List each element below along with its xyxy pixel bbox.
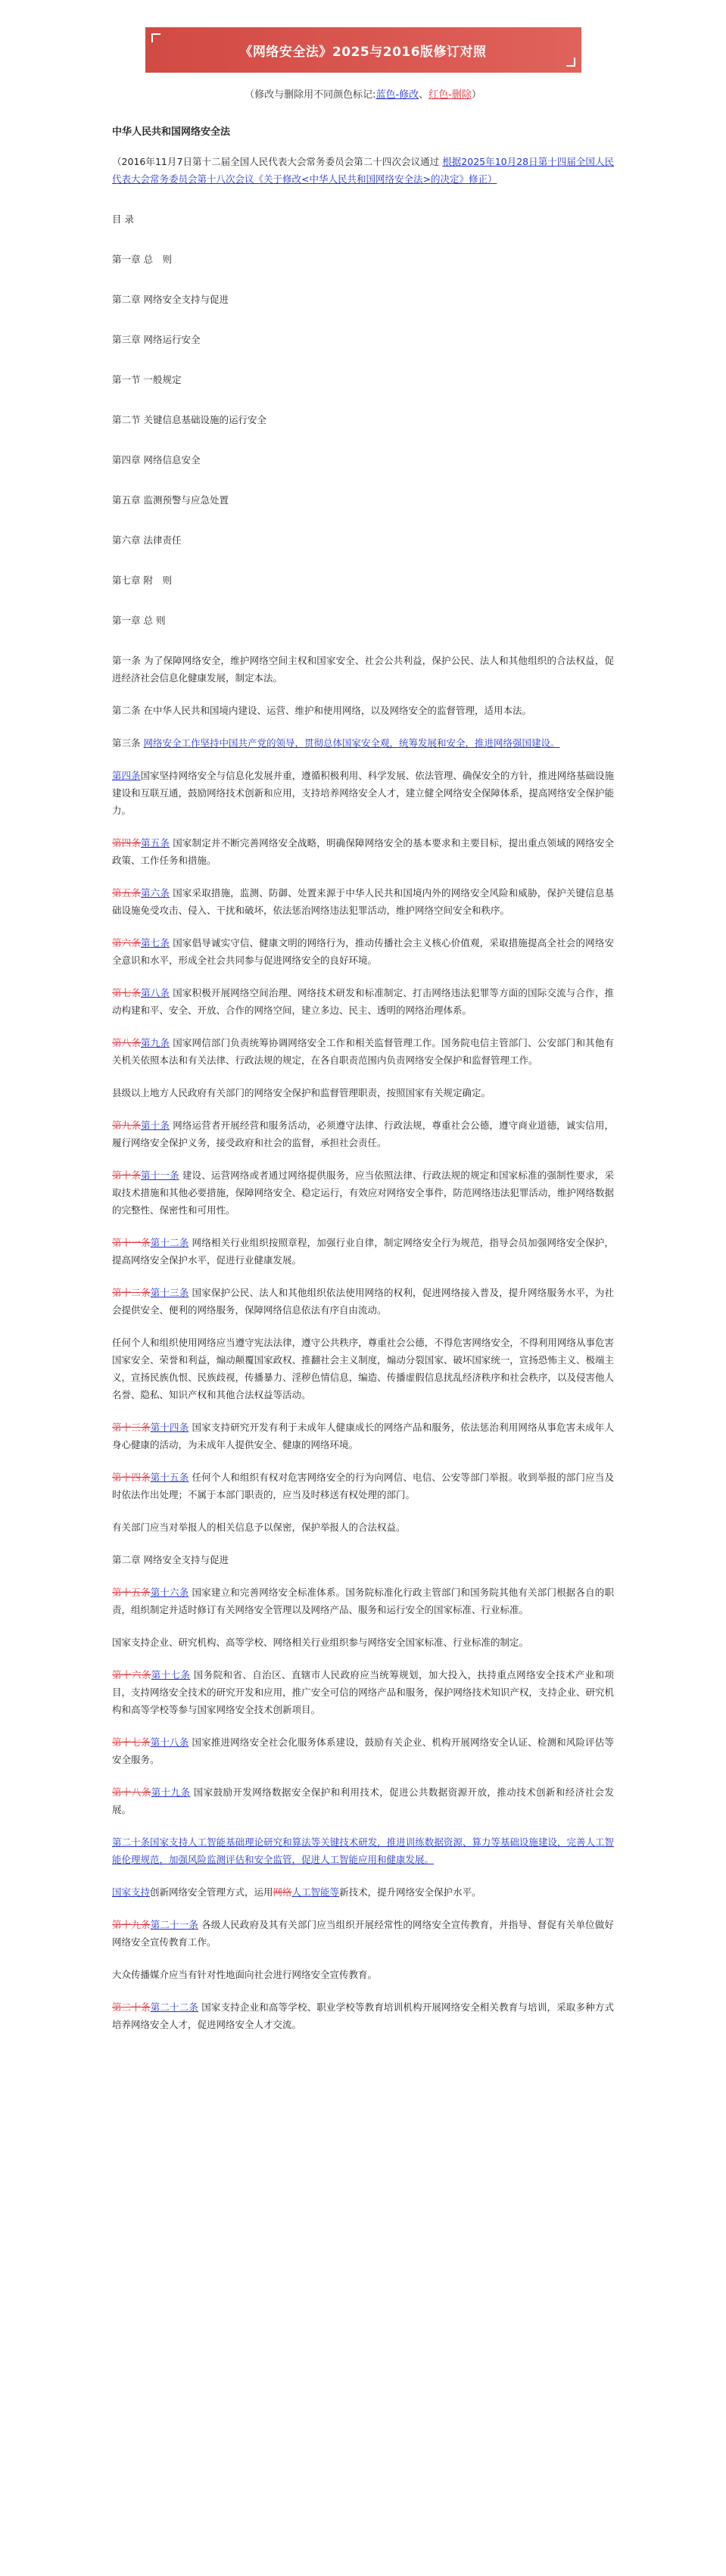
legend-suffix: ）	[471, 89, 481, 101]
article-20	[112, 1833, 614, 1868]
new-number: 第十条	[141, 1120, 170, 1131]
deleted-number: 第十五条	[112, 1587, 151, 1598]
article-text: 建设、运营网络或者通过网络提供服务，应当依照法律、行政法规的规定和国家标准的强制性要求，采取技术措施和其他必要措施，保障网络安全、稳定运行，有效应对网络安全事件，防范网络违法犯罪活动，维护网络数据的完整性、保密性和可用性。	[112, 1170, 614, 1216]
deleted-number: 第十二条	[112, 1287, 151, 1298]
toc-item: 第一章 总 则	[112, 254, 172, 265]
article-16	[112, 1584, 614, 1618]
intro-plain: （2016年11月7日第十二届全国人民代表大会常务委员会第二十四次会议通过	[112, 156, 440, 167]
article-9	[112, 1034, 614, 1069]
article-text: 网络相关行业组织按照章程，加强行业自律，制定网络安全行为规范，指导会员加强网络安全保护，提高网络安全保护水平，促进行业健康发展。	[112, 1237, 614, 1266]
article-text: 各级人民政府及其有关部门应当组织开展经常性的网络安全宣传教育，并指导、督促有关单位做好网络安全宣传教育工作。	[112, 1919, 614, 1948]
article-1: 第一条 为了保障网络安全，维护网络空间主权和国家安全、社会公共利益，保护公民、法人和其他组织的合法权益，促进经济社会信息化健康发展，制定本法。	[112, 655, 614, 684]
article-19	[112, 1783, 614, 1818]
deleted-number: 第十八条	[112, 1786, 151, 1798]
article-number: 第三条	[112, 737, 144, 749]
deleted-number: 第十九条	[112, 1919, 151, 1930]
new-number: 第九条	[141, 1037, 170, 1048]
deleted-number: 第十四条	[112, 1472, 151, 1483]
article-3	[112, 734, 614, 752]
modified-text: 人工智能等	[291, 1886, 340, 1898]
title-banner	[145, 27, 581, 73]
corner-decoration	[151, 33, 160, 42]
intro-amendment: 根据2025年10月28日第十四届全国人民代表大会常务委员会第十八次会议《关于修改<中华人民共和国网络安全法>的决定》修正）	[112, 156, 615, 185]
article-9-para-2: 县级以上地方人民政府有关部门的网络安全保护和监督管理职责，按照国家有关规定确定。	[112, 1087, 491, 1098]
deleted-number: 第二十条	[112, 2001, 151, 2013]
toc-item: 第三章 网络运行安全	[112, 334, 201, 345]
deleted-number: 第九条	[112, 1120, 142, 1131]
article-17	[112, 1666, 614, 1718]
article-10	[112, 1117, 614, 1151]
legend-separator: 、	[419, 89, 429, 101]
new-number: 第六条	[141, 887, 170, 899]
new-number: 第五条	[141, 837, 170, 849]
new-number: 第二十一条	[150, 1919, 199, 1930]
legend-red: 红色-删除	[428, 89, 472, 101]
deleted-number: 第四条	[112, 837, 142, 849]
toc-item: 第一节 一般规定	[112, 374, 182, 385]
article-text: 国家保护公民、法人和其他组织依法使用网络的权利，促进网络接入普及，提升网络服务水平，为社会提供安全、便利的网络服务，保障网络信息依法有序自由流动。	[112, 1287, 614, 1316]
article-text: 新技术，提升网络安全保护水平。	[339, 1886, 481, 1898]
chapter-heading: 第一章 总 则	[112, 615, 166, 626]
article-text: 国家采取措施，监测、防御、处置来源于中华人民共和国境内外的网络安全风险和威胁，保护关键信息基础设施免受攻击、侵入、干扰和破坏，依法惩治网络违法犯罪活动，维护网络空间安全和秩序。	[112, 887, 614, 916]
article-text: 国家制定并不断完善网络安全战略，明确保障网络安全的基本要求和主要目标，提出重点领域的网络安全政策、工作任务和措施。	[112, 837, 614, 866]
article-15	[112, 1469, 614, 1503]
article-18	[112, 1733, 614, 1768]
article-15-para-2: 有关部门应当对举报人的相关信息予以保密，保护举报人的合法权益。	[112, 1522, 406, 1533]
article-text: 国家倡导诚实守信、健康文明的网络行为，推动传播社会主义核心价值观，采取措施提高全社会的网络安全意识和水平，形成全社会共同参与促进网络安全的良好环境。	[112, 937, 614, 966]
document-title: 《网络安全法》2025与2016版修订对照	[239, 44, 487, 60]
new-number: 第八条	[141, 987, 170, 998]
article-7	[112, 934, 614, 969]
article-text: 国家支持企业和高等学校、职业学校等教育培训机构开展网络安全相关教育与培训，采取多种方式培养网络安全人才，促进网络安全人才交流。	[112, 2001, 614, 2030]
article-text: 国家建立和完善网络安全标准体系。国务院标准化行政主管部门和国务院其他有关部门根据各自的职责，组织制定并适时修订有关网络安全管理以及网络产品、服务和运行安全的国家标准、行业标准。	[112, 1587, 614, 1615]
deleted-number: 第五条	[112, 887, 142, 899]
article-text: 国家支持研究开发有利于未成年人健康成长的网络产品和服务，依法惩治利用网络从事危害未成年人身心健康的活动，为未成年人提供安全、健康的网络环境。	[112, 1422, 614, 1450]
new-number: 第二十二条	[150, 2001, 199, 2013]
deleted-text: 网络	[273, 1886, 292, 1898]
article-text: 任何个人和组织有权对危害网络安全的行为向网信、电信、公安等部门举报。收到举报的部门应当及时依法作出处理；不属于本部门职责的，应当及时移送有权处理的部门。	[112, 1472, 614, 1500]
new-number: 第四条	[112, 770, 141, 781]
toc-item: 第二节 关键信息基础设施的运行安全	[112, 414, 266, 425]
deleted-number: 第八条	[112, 1037, 142, 1048]
article-12	[112, 1234, 614, 1269]
new-number: 第十二条	[150, 1237, 189, 1248]
new-number: 第十四条	[150, 1422, 189, 1433]
article-13	[112, 1284, 614, 1319]
article-21-para-2: 大众传播媒介应当有针对性地面向社会进行网络安全宣传教育。	[112, 1969, 378, 1980]
article-text: 国家鼓励开发网络数据安全保护和利用技术，促进公共数据资源开放，推动技术创新和经济社会发展。	[112, 1786, 614, 1815]
article-20-para-2	[112, 1883, 614, 1901]
toc-item: 第六章 法律责任	[112, 534, 182, 546]
toc-item: 第四章 网络信息安全	[112, 454, 201, 466]
article-text: 国务院和省、自治区、直辖市人民政府应当统筹规划，加大投入，扶持重点网络安全技术产业和项目，支持网络安全技术的研究开发和应用，推广安全可信的网络产品和服务，保护网络技术知识产权，支持企业、研究机构和高等学校等参与国家网络安全技术创新项目。	[112, 1669, 614, 1715]
toc-item: 第二章 网络安全支持与促进	[112, 294, 229, 305]
article-text: 网络运营者开展经营和服务活动，必须遵守法律、行政法规，尊重社会公德，遵守商业道德，诚实信用，履行网络安全保护义务，接受政府和社会的监督，承担社会责任。	[112, 1120, 614, 1148]
toc-item: 第七章 附 则	[112, 575, 172, 586]
article-6	[112, 884, 614, 919]
new-number: 第十八条	[150, 1737, 189, 1748]
new-number: 第七条	[141, 937, 170, 948]
modified-text: 国家支持	[112, 1886, 151, 1898]
deleted-number: 第十条	[112, 1170, 142, 1181]
new-number: 第十七条	[151, 1669, 191, 1680]
modified-text: 网络安全工作坚持中国共产党的领导，贯彻总体国家安全观，统筹发展和安全，推进网络强国建设。	[143, 737, 560, 749]
article-text: 国家网信部门负责统筹协调网络安全工作和相关监督管理工作。国务院电信主管部门、公安部门和其他有关机关依照本法和有关法律、行政法规的规定，在各自职责范围内负责网络安全保护和监督管理工作。	[112, 1037, 614, 1066]
article-text: 国家坚持网络安全与信息化发展并重，遵循积极利用、科学发展、依法管理、确保安全的方针，推进网络基础设施建设和互联互通，鼓励网络技术创新和应用，支持培养网络安全人才，建立健全网络安全保障体系，提高网络安全保护能力。	[112, 770, 614, 816]
modified-text: 第二十条国家支持人工智能基础理论研究和算法等关键技术研发，推进训练数据资源、算力等基础设施建设，完善人工智能伦理规范，加强风险监测评估和安全监管，促进人工智能应用和健康发展。	[112, 1836, 614, 1865]
article-16-para-2: 国家支持企业、研究机构、高等学校、网络相关行业组织参与网络安全国家标准、行业标准的制定。	[112, 1637, 529, 1648]
deleted-number: 第十六条	[112, 1669, 151, 1680]
article-text: 国家推进网络安全社会化服务体系建设，鼓励有关企业、机构开展网络安全认证、检测和风险评估等安全服务。	[112, 1737, 614, 1765]
article-8	[112, 984, 614, 1019]
deleted-number: 第六条	[112, 937, 142, 948]
toc-item: 目 录	[112, 213, 134, 225]
article-13-para-2: 任何个人和组织使用网络应当遵守宪法法律，遵守公共秩序，尊重社会公德，不得危害网络安全，不得利用网络从事危害国家安全、荣誉和利益，煽动颠覆国家政权、推翻社会主义制度，煽动分裂国家、破坏国家统一，宣扬恐怖主义、极端主义，宣扬民族仇恨、民族歧视，传播暴力、淫秽色情信息，编造、传播虚假信息扰乱经济秩序和社会秩序，以及侵害他人名誉、隐私、知识产权和其他合法权益等活动。	[112, 1337, 614, 1400]
color-legend	[112, 86, 614, 101]
article-22	[112, 1998, 614, 2033]
new-number: 第十六条	[150, 1587, 189, 1598]
new-number: 第十九条	[151, 1786, 191, 1798]
article-text: 国家积极开展网络空间治理、网络技术研发和标准制定、打击网络违法犯罪等方面的国际交流与合作，推动构建和平、安全、开放、合作的网络空间，建立多边、民主、透明的网络治理体系。	[112, 987, 614, 1016]
new-number: 第十五条	[150, 1472, 189, 1483]
legend-prefix: （修改与删除用不同颜色标记:	[245, 89, 376, 101]
deleted-number: 第七条	[112, 987, 142, 998]
article-2: 第二条 在中华人民共和国境内建设、运营、维护和使用网络，以及网络安全的监督管理，适用本法。	[112, 705, 531, 716]
article-11	[112, 1167, 614, 1219]
deleted-number: 第十七条	[112, 1737, 151, 1748]
article-14	[112, 1419, 614, 1453]
intro-paragraph	[112, 153, 614, 188]
article-4	[112, 767, 614, 819]
legend-blue: 蓝色-修改	[375, 89, 419, 101]
deleted-number: 第十一条	[112, 1237, 151, 1248]
article-text: 创新网络安全管理方式，运用	[150, 1886, 273, 1898]
deleted-number: 第十三条	[112, 1422, 151, 1433]
article-5	[112, 834, 614, 869]
corner-decoration	[566, 58, 575, 67]
toc-item: 第五章 监测预警与应急处置	[112, 494, 229, 506]
chapter-heading: 第二章 网络安全支持与促进	[112, 1554, 229, 1565]
article-21	[112, 1916, 614, 1951]
law-title: 中华人民共和国网络安全法	[112, 126, 231, 138]
new-number: 第十三条	[150, 1287, 189, 1298]
new-number: 第十一条	[141, 1170, 179, 1181]
